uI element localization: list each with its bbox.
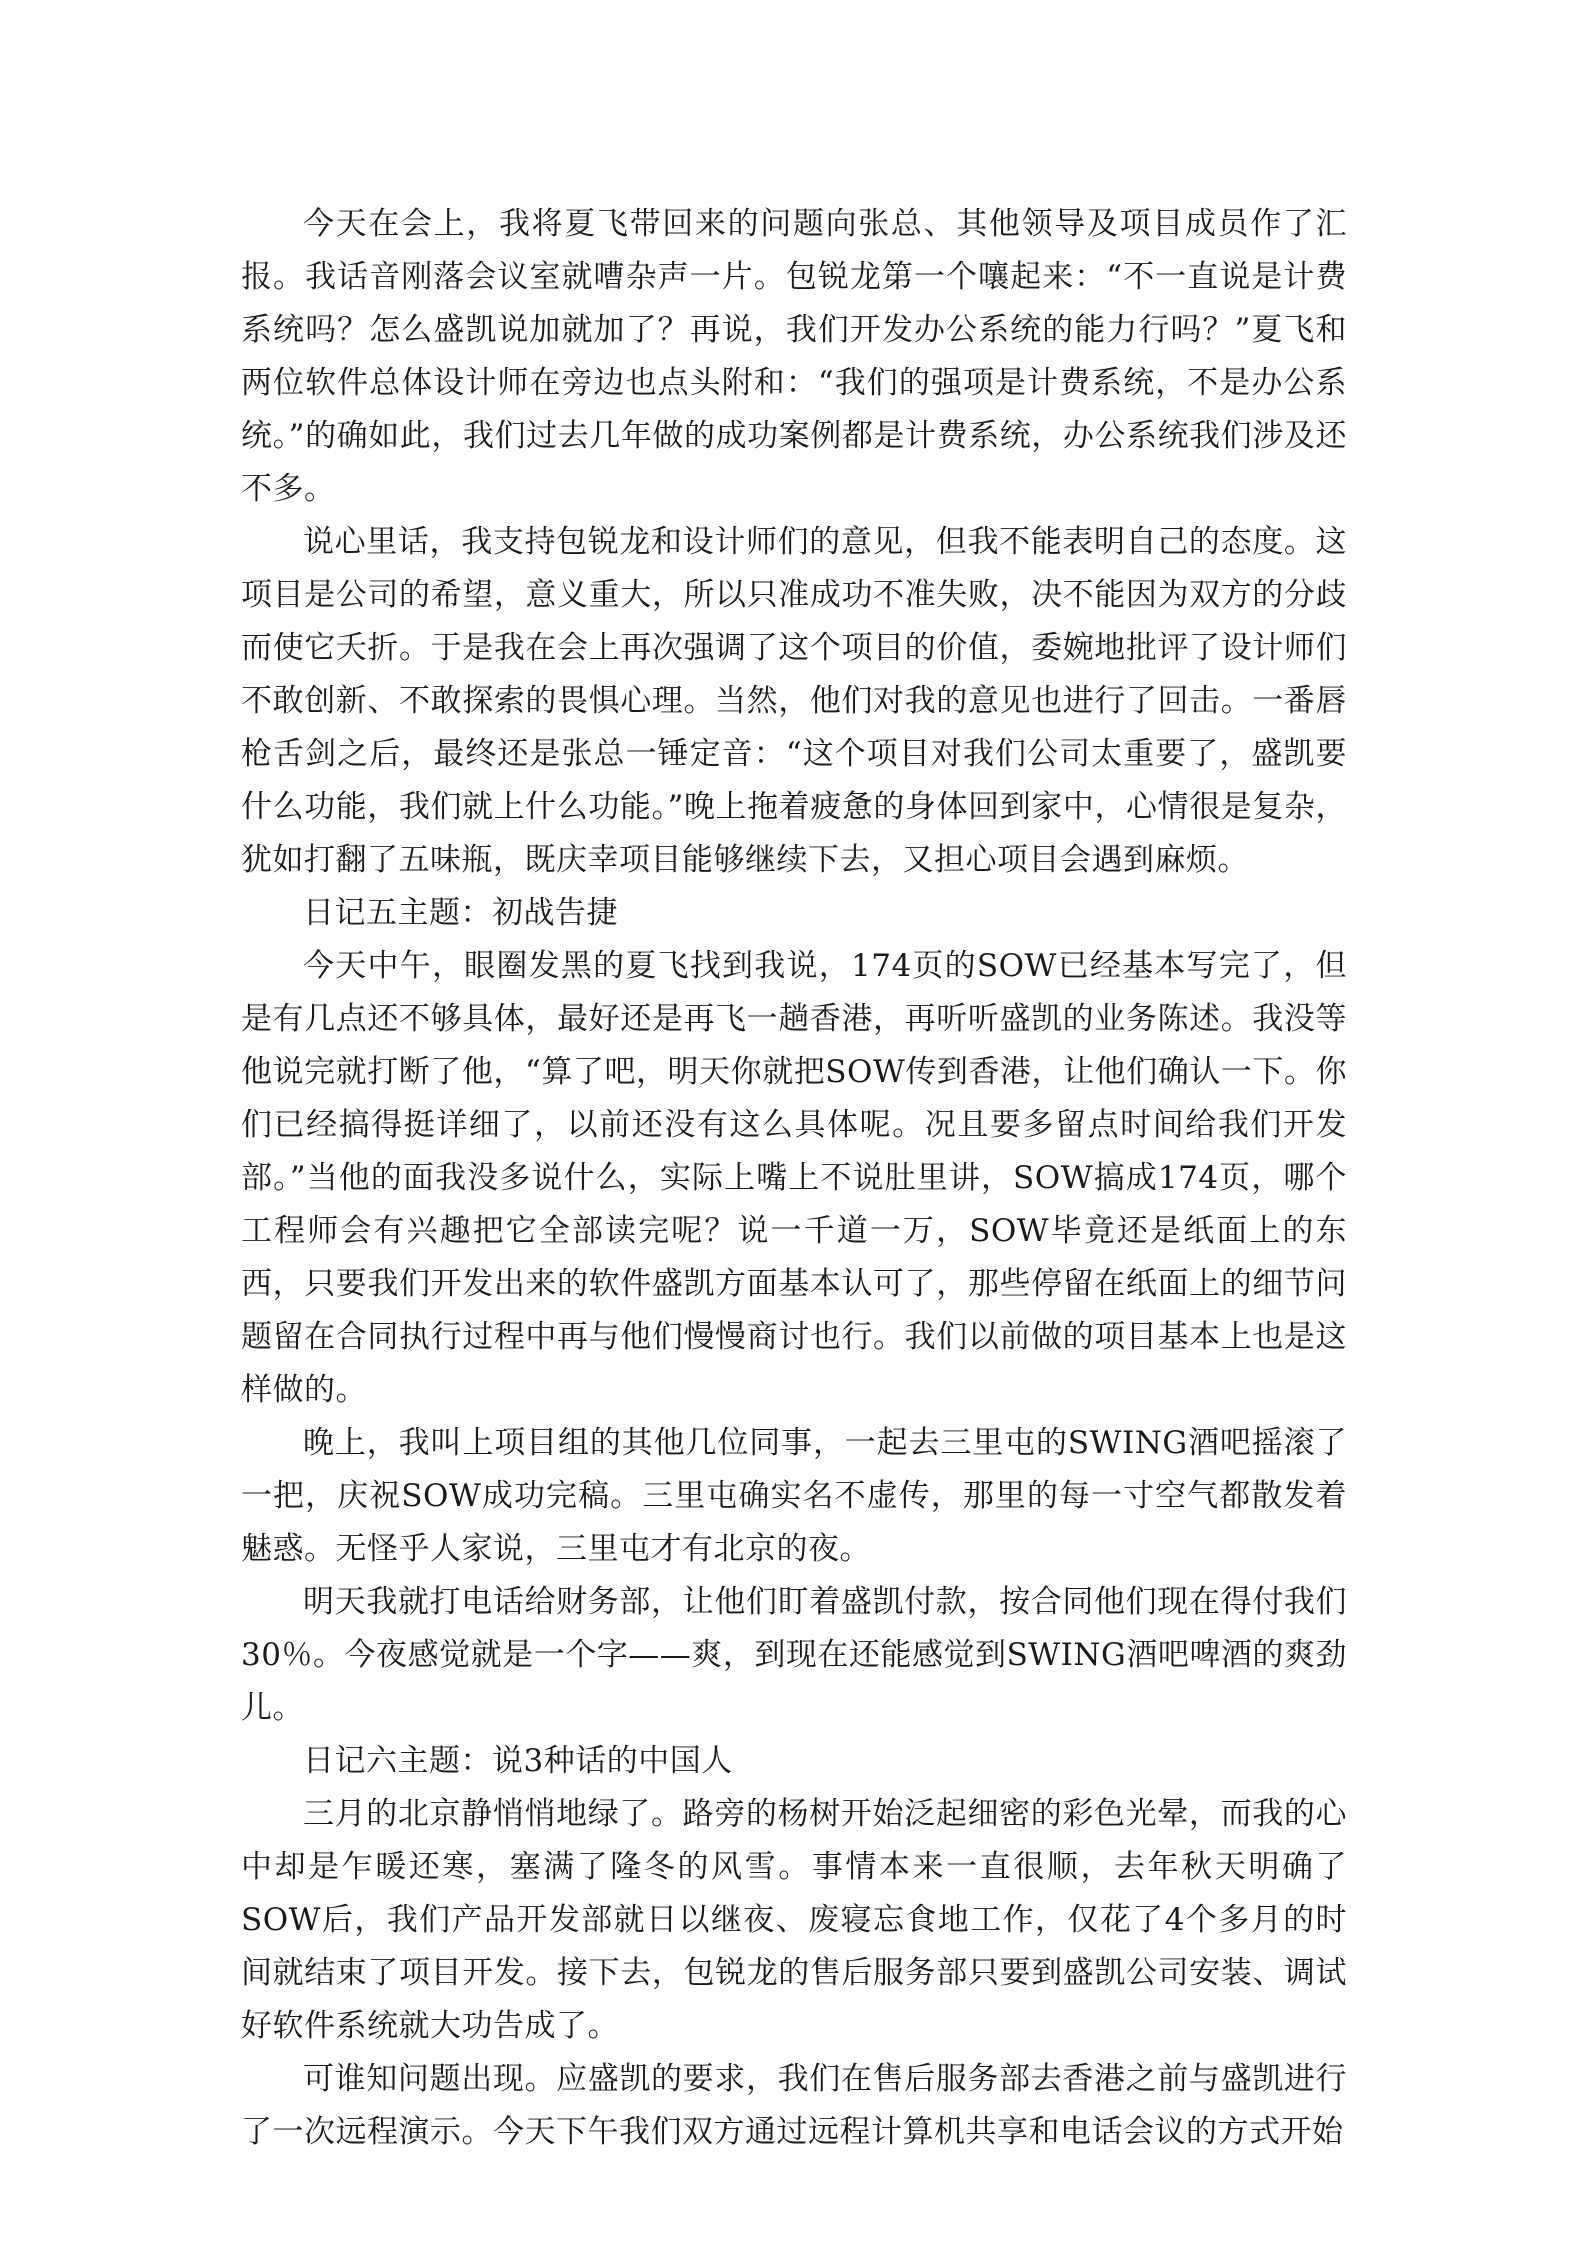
paragraph-swing-bar: 晚上，我叫上项目组的其他几位同事，一起去三里屯的SWING酒吧摇滚了一把，庆祝SOW成功完稿。三里屯确实名不虚传，那里的每一寸空气都散发着魅惑。无怪乎人家说，三里屯才有北京的夜。 xyxy=(241,1425,1347,1567)
paragraph-honest-opinion: 说心里话，我支持包锐龙和设计师们的意见，但我不能表明自己的态度。这项目是公司的希望，意义重大，所以只准成功不准失败，决不能因为双方的分歧而使它夭折。于是我在会上再次强调了这个项目的价值，委婉地批评了设计师们不敢创新、不敢探索的畏惧心理。当然，他们对我的意见也进行了回击。一番唇枪舌剑之后，最终还是张总一锤定音：“这个项目对我们公司太重要了，盛凯要什么功能，我们就上什么功能。”晚上拖着疲惫的身体回到家中，心情很是复杂，犹如打翻了五味瓶，既庆幸项目能够继续下去，又担心项目会遇到麻烦。 xyxy=(241,524,1347,878)
paragraph-sow-complete: 今天中午，眼圈发黑的夏飞找到我说，174页的SOW已经基本写完了，但是有几点还不够具体，最好还是再飞一趟香港，再听听盛凯的业务陈述。我没等他说完就打断了他，“算了吧，明天你就把SOW传到香港，让他们确认一下。你们已经搞得挺详细了，以前还没有这么具体呢。况且要多留点时间给我们开发部。”当他的面我没多说什么，实际上嘴上不说肚里讲，SOW搞成174页，哪个工程师会有兴趣把它全部读完呢？说一千道一万，SOW毕竟还是纸面上的东西，只要我们开发出来的软件盛凯方面基本认可了，那些停留在纸面上的细节问题留在合同执行过程中再与他们慢慢商讨也行。我们以前做的项目基本上也是这样做的。 xyxy=(241,948,1347,1408)
paragraph-meeting-report: 今天在会上，我将夏飞带回来的问题向张总、其他领导及项目成员作了汇报。我话音刚落会议室就嘈杂声一片。包锐龙第一个嚷起来：“不一直说是计费系统吗？怎么盛凯说加就加了？再说，我们开发办公系统的能力行吗？”夏飞和两位软件总体设计师在旁边也点头附和：“我们的强项是计费系统，不是办公系统。”的确如此，我们过去几年做的成功案例都是计费系统，办公系统我们涉及还不多。 xyxy=(241,206,1347,507)
paragraph-remote-demo: 可谁知问题出现。应盛凯的要求，我们在售后服务部去香港之前与盛凯进行了一次远程演示。今天下午我们双方通过远程计算机共享和电话会议的方式开始 xyxy=(241,2061,1347,2150)
diary-five-heading: 日记五主题：初战告捷 xyxy=(303,895,618,931)
document-body xyxy=(241,198,1347,2159)
diary-six-heading: 日记六主题：说3种话的中国人 xyxy=(303,1743,733,1779)
paragraph-finance-call: 明天我就打电话给财务部，让他们盯着盛凯付款，按合同他们现在得付我们30％。今夜感觉就是一个字——爽，到现在还能感觉到SWING酒吧啤酒的爽劲儿。 xyxy=(241,1584,1347,1726)
paragraph-march-beijing: 三月的北京静悄悄地绿了。路旁的杨树开始泛起细密的彩色光晕，而我的心中却是乍暖还寒，塞满了隆冬的风雪。事情本来一直很顺，去年秋天明确了SOW后，我们产品开发部就日以继夜、废寝忘食地工作，仅花了4个多月的时间就结束了项目开发。接下去，包锐龙的售后服务部只要到盛凯公司安装、调试好软件系统就大功告成了。 xyxy=(241,1796,1347,2044)
